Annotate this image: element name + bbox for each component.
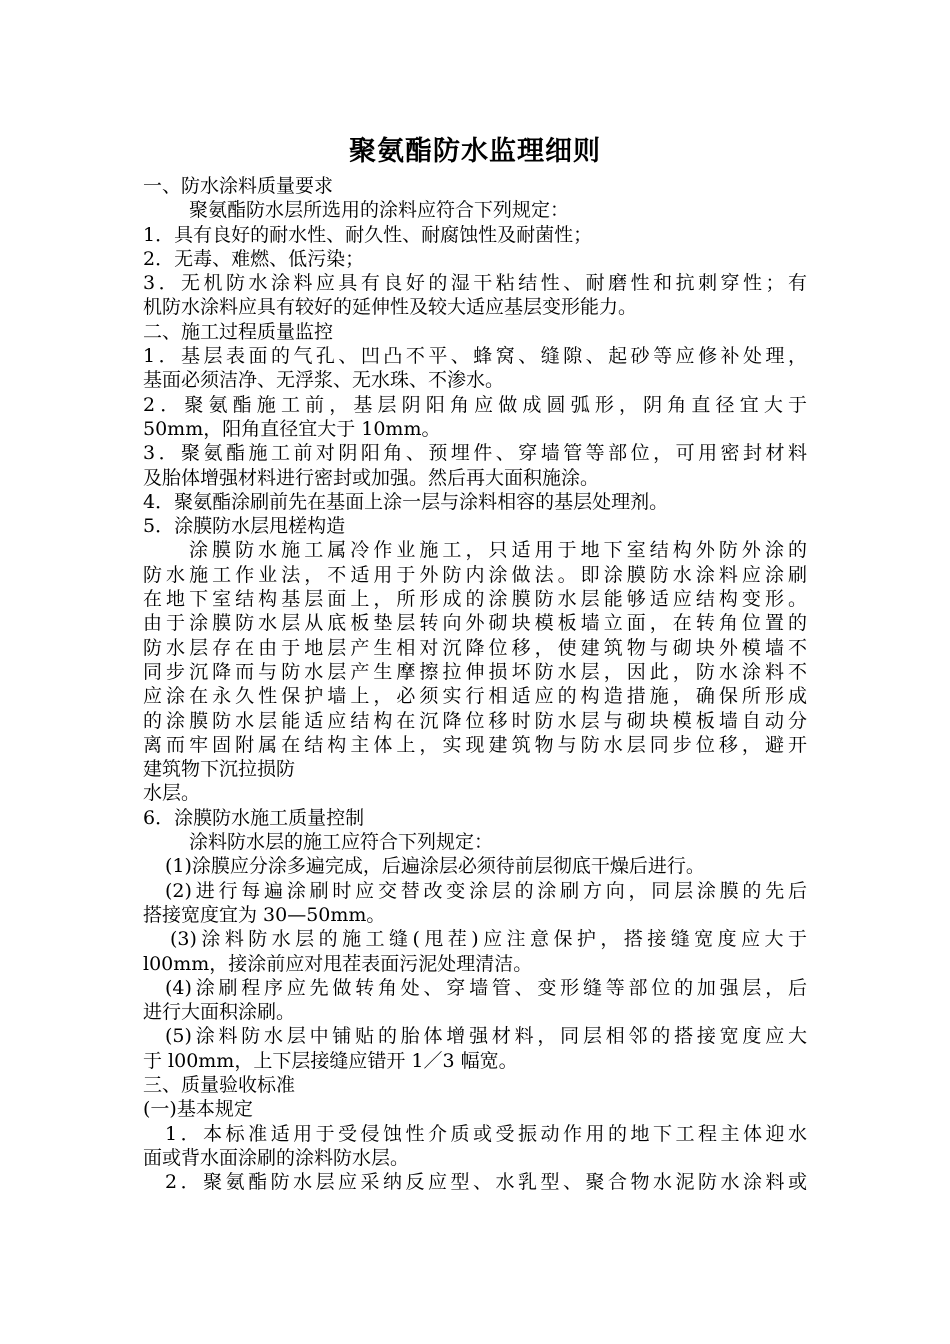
text-line: 及胎体增强材料进行密封或加强。然后再大面积施涂。 [143,466,600,489]
text-line: 涂料防水层的施工应符合下列规定： [189,831,494,854]
text-line: (5)涂料防水层中铺贴的胎体增强材料，同层相邻的搭接宽度应大 [165,1025,807,1048]
text-line: 4．聚氨酯涂刷前先在基面上涂一层与涂料相容的基层处理剂。 [143,490,669,513]
text-line: 离而牢固附属在结构主体上，实现建筑物与防水层同步位移，避开 [143,733,807,756]
text-line: 3．聚氨酯施工前对阴阳角、预埋件、穿墙管等部位，可用密封材料 [143,442,807,465]
text-line: 50mm，阳角直径宜大于 10mm。 [143,417,441,440]
text-line: 建筑物下沉拉损防 [143,758,296,781]
text-line: (1)涂膜应分涂多遍完成，后遍涂层必须待前层彻底干燥后进行。 [165,855,705,878]
text-line: (一)基本规定 [143,1098,253,1121]
text-line: 聚氨酯防水层所选用的涂料应符合下列规定： [189,199,570,222]
text-line: (2)进行每遍涂刷时应交替改变涂层的涂刷方向，同层涂膜的先后 [165,879,807,902]
text-line: 基面必须洁净、无浮浆、无水珠、不渗水。 [143,369,505,392]
text-line: 的涂膜防水层能适应结构在沉降位移时防水层与砌块模板墙自动分 [143,709,807,732]
document-page [143,130,807,1194]
text-line: (4)涂刷程序应先做转角处、穿墙管、变形缝等部位的加强层，后 [165,976,807,999]
text-line: 水层。 [143,782,201,805]
text-line: 搭接宽度宜为 30—50mm。 [143,903,386,926]
text-line: l00mm，接涂前应对甩茬表面污泥处理清洁。 [143,952,533,975]
text-line: 二、施工过程质量监控 [143,320,334,343]
text-line: 三、质量验收标准 [143,1073,296,1096]
text-line: 机防水涂料应具有较好的延伸性及较大适应基层变形能力。 [143,296,638,319]
text-line: 在地下室结构基层面上，所形成的涂膜防水层能够适应结构变形。 [143,588,807,611]
text-line: 同步沉降而与防水层产生摩擦拉伸损坏防水层，因此，防水涂料不 [143,660,807,683]
text-line: 面或背水面涂刷的涂料防水层。 [143,1146,410,1169]
text-line: 应涂在永久性保护墙上，必须实行相适应的构造措施，确保所形成 [143,685,807,708]
text-line: 由于涂膜防水层从底板垫层转向外砌块模板墙立面，在转角位置的 [143,612,807,635]
text-line: 防水层存在由于地层产生相对沉降位移，使建筑物与砌块外模墙不 [143,636,807,659]
text-line: 涂膜防水施工属冷作业施工，只适用于地下室结构外防外涂的 [189,539,807,562]
text-line: 1．基层表面的气孔、凹凸不平、蜂窝、缝隙、起砂等应修补处理， [143,345,807,368]
text-line: 5．涂膜防水层甩槎构造 [143,515,346,538]
text-line: 于 l00mm，上下层接缝应错开 1／3 幅宽。 [143,1049,518,1072]
text-line: 2．无毒、难燃、低污染； [143,247,365,270]
text-line: 进行大面积涂刷。 [143,1001,296,1024]
text-line: 1．具有良好的耐水性、耐久性、耐腐蚀性及耐菌性； [143,223,593,246]
text-line: 6．涂膜防水施工质量控制 [143,806,365,829]
document-title: 聚氨酯防水监理细则 [349,136,601,167]
text-line: 3．无机防水涂料应具有良好的湿干粘结性、耐磨性和抗刺穿性；有 [143,272,807,295]
text-line: 1．本标准适用于受侵蚀性介质或受振动作用的地下工程主体迎水 [165,1122,807,1145]
text-line: 2．聚氨酯防水层应采纳反应型、水乳型、聚合物水泥防水涂料或 [165,1171,807,1194]
text-line: 一、防水涂料质量要求 [143,175,334,197]
text-line: (3)涂料防水层的施工缝(甩茬)应注意保护，搭接缝宽度应大于 [170,928,807,951]
document-body [143,174,807,1194]
text-line: 防水施工作业法，不适用于外防内涂做法。即涂膜防水涂料应涂刷 [143,563,807,586]
text-line: 2．聚氨酯施工前，基层阴阳角应做成圆弧形，阴角直径宜大于 [143,393,807,416]
